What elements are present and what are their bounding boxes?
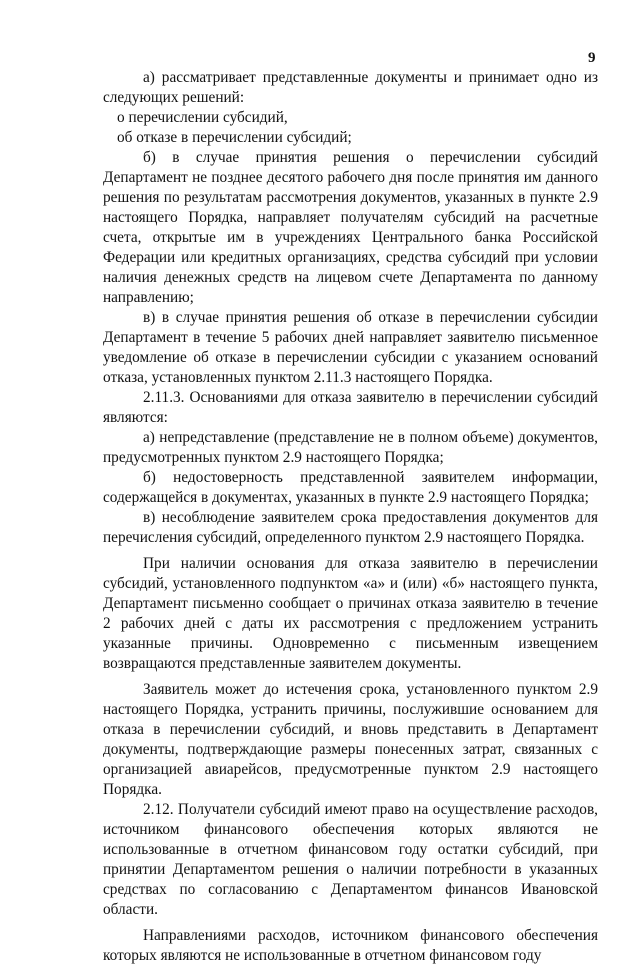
paragraph-2-12: 2.12. Получатели субсидий имеют право на осуществление расходов, источником финансового обеспечения которых являются не использованные в отчетном финансовом году остатки субсидий, при принятии Департаментом решения о наличии потребности в указанных средствах по согласованию с Департаментом финансов Ивановской области. [103, 801, 598, 918]
paragraph-ground-v: в) несоблюдение заявителем срока предоставления документов для перечисления субсидий, определенного пунктом 2.9 настоящего Порядка. [103, 509, 598, 546]
paragraph-refusal-notice: При наличии основания для отказа заявителю в перечислении субсидий, установленного подпунктом «а» и (или) «б» настоящего пункта, Департамент письменно сообщает о причинах отказа заявителю в течение 2 рабочих дней с даты их рассмотрения с предложением устранить указанные причины. Одновременно с письменным извещением возвращаются представленные заявителем документы. [103, 555, 598, 672]
paragraph-b-transfer-decision: б) в случае принятия решения о перечислении субсидий Департамент не позднее десятого рабочего дня после принятия им данного решения по результатам рассмотрения документов, указанных в пункте 2.9 настоящего Порядка, направляет получателям субсидий на расчетные счета, открытые им в учреждениях Центрального банка Российской Федерации или кредитных организациях, средства субсидий при условии наличия денежных средств на лицевом счете Департамента по данному направлению; [103, 149, 598, 306]
paragraph-option-refusal: об отказе в перечислении субсидий; [117, 129, 352, 146]
paragraph-v-refusal-decision: в) в случае принятия решения об отказе в перечислении субсидии Департамент в течение 5 рабочих дней направляет заявителю письменное уведомление об отказе в перечислении субсидии с указанием оснований отказа, установленных пунктом 2.11.3 настоящего Порядка. [103, 309, 598, 386]
paragraph-option-transfer: о перечислении субсидий, [117, 109, 288, 126]
paragraph-ground-a: а) непредставление (представление не в полном объеме) документов, предусмотренных пунктом 2.9 настоящего Порядка; [103, 429, 598, 466]
paragraph-ground-b: б) недостоверность представленной заявителем информации, содержащейся в документах, указанных в пункте 2.9 настоящего Порядка; [103, 469, 598, 506]
page-number: 9 [588, 50, 596, 66]
paragraph-expense-directions: Направлениями расходов, источником финансового обеспечения которых являются не использованные в отчетном финансовом году [103, 927, 598, 964]
paragraph-resubmission: Заявитель может до истечения срока, установленного пунктом 2.9 настоящего Порядка, устранить причины, послужившие основанием для отказа в перечислении субсидий, и вновь представить в Департамент документы, подтверждающие размеры понесенных затрат, связанных с организацией авиарейсов, предусмотренные пунктом 2.9 настоящего Порядка. [103, 681, 598, 798]
paragraph-2-11-3: 2.11.3. Основаниями для отказа заявителю в перечислении субсидий являются: [103, 389, 598, 426]
paragraph-a-review: а) рассматривает представленные документы и принимает одно из следующих решений: [103, 69, 598, 106]
document-body [103, 68, 598, 966]
